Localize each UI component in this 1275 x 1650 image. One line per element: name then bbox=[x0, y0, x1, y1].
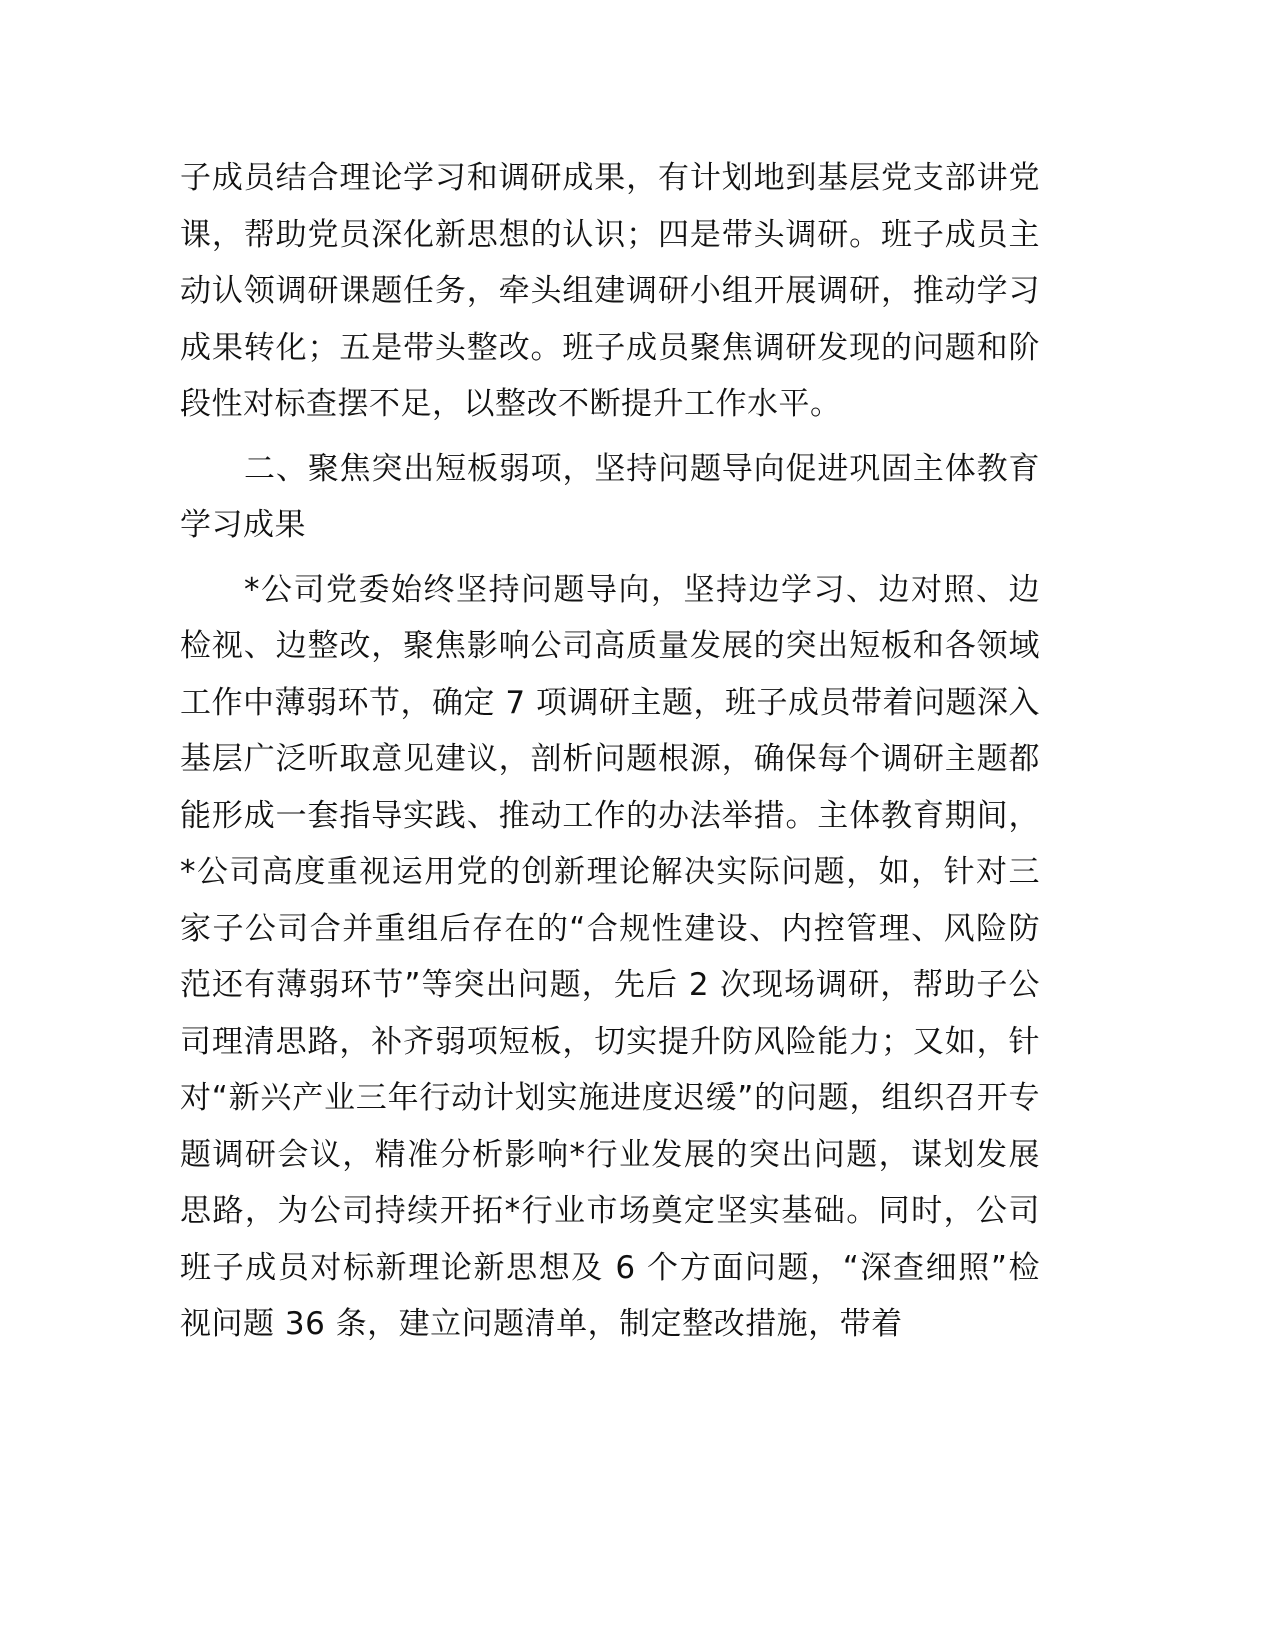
paragraph-body: *公司党委始终坚持问题导向，坚持边学习、边对照、边检视、边整改，聚焦影响公司高质量发展的突出短板和各领域工作中薄弱环节，确定 7 项调研主题，班子成员带着问题深入基层广泛听取意见建议，剖析问题根源，确保每个调研主题都能形成一套指导实践、推动工作的办法举措。主体教育期间，*公司高度重视运用党的创新理论解决实际问题，如，针对三家子公司合并重组后存在的“合规性建设、内控管理、风险防范还有薄弱环节”等突出问题，先后 2 次现场调研，帮助子公司理清思路，补齐弱项短板，切实提升防风险能力；又如，针对“新兴产业三年行动计划实施进度迟缓”的问题，组织召开专题调研会议，精准分析影响*行业发展的突出问题，谋划发展思路，为公司持续开拓*行业市场奠定坚实基础。同时，公司班子成员对标新理论新思想及 6 个方面问题，“深查细照”检视问题 36 条，建立问题清单，制定整改措施，带着 bbox=[180, 571, 1040, 1342]
document-body bbox=[180, 150, 1040, 1353]
section-heading: 二、聚焦突出短板弱项，坚持问题导向促进巩固主体教育学习成果 bbox=[180, 450, 1040, 543]
paragraph-continuation: 子成员结合理论学习和调研成果，有计划地到基层党支部讲党课，帮助党员深化新思想的认识；四是带头调研。班子成员主动认领调研课题任务，牵头组建调研小组开展调研，推动学习成果转化；五是带头整改。班子成员聚焦调研发现的问题和阶段性对标查摆不足，以整改不断提升工作水平。 bbox=[180, 160, 1040, 422]
